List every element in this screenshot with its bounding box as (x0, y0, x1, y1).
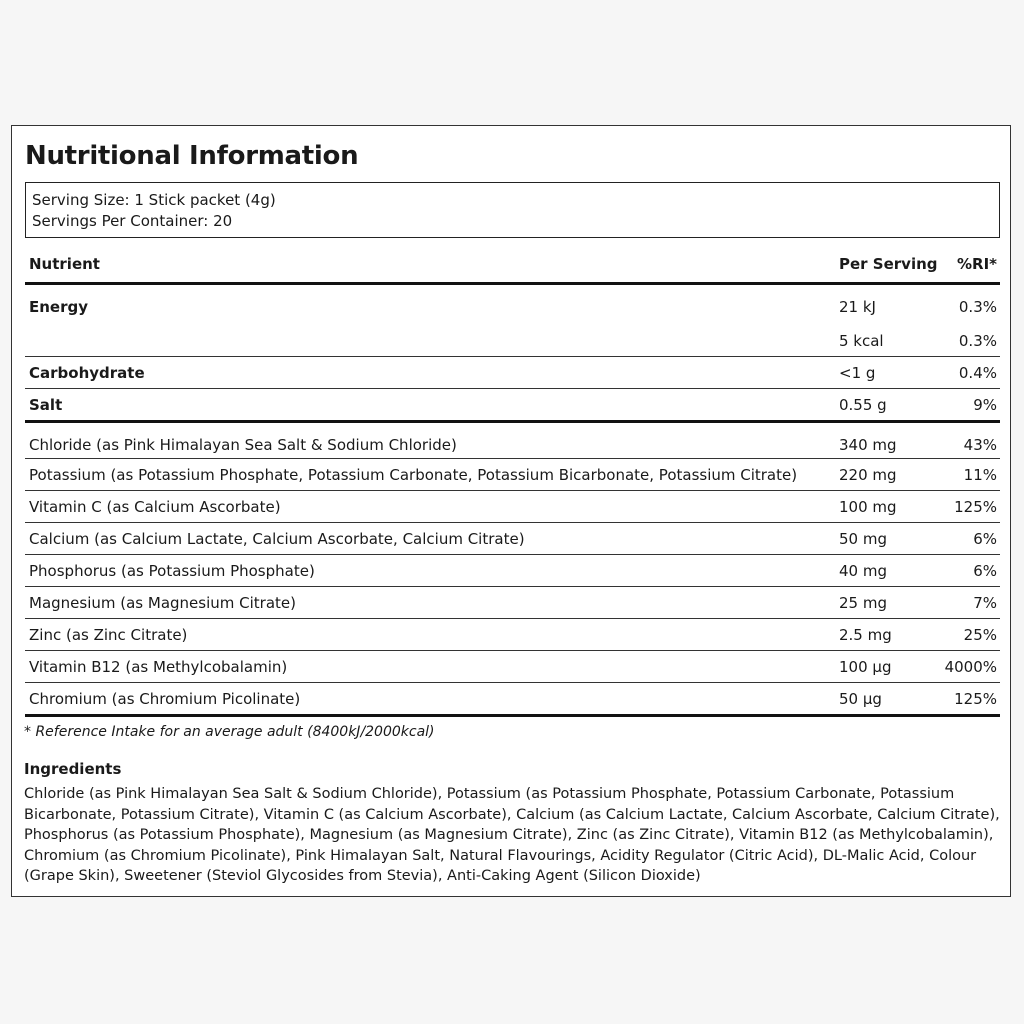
nutrition-table (25, 246, 1000, 717)
table-row (25, 619, 1000, 651)
table-row (25, 459, 1000, 491)
table-row-salt (25, 389, 1000, 423)
nutrient-name: Zinc (as Zinc Citrate) (29, 625, 188, 644)
nutrient-ri: 0.4% (958, 363, 997, 382)
servings-per-container: Servings Per Container: 20 (32, 212, 233, 230)
nutrient-amount: 100 mg (839, 497, 897, 516)
nutrient-ri: 0.3% (958, 331, 997, 350)
table-row (25, 683, 1000, 717)
nutrient-ri: 25% (963, 625, 997, 644)
header-ri: %RI* (956, 255, 997, 273)
serving-size: Serving Size: 1 Stick packet (4g) (32, 191, 276, 209)
nutrient-amount: 50 mg (839, 529, 887, 548)
nutrient-amount: 2.5 mg (839, 625, 892, 644)
nutrient-name: Phosphorus (as Potassium Phosphate) (29, 561, 315, 580)
table-row-energy-kcal (25, 325, 1000, 357)
nutrient-amount: <1 g (839, 363, 876, 382)
nutrient-ri: 125% (954, 497, 997, 516)
nutrient-amount: 0.55 g (839, 395, 887, 414)
nutrient-name: Salt (29, 395, 63, 414)
header-nutrient: Nutrient (29, 255, 100, 273)
page-title: Nutritional Information (25, 141, 359, 171)
table-row-carbohydrate (25, 357, 1000, 389)
table-header-row (25, 246, 1000, 285)
nutrient-ri: 43% (963, 436, 997, 454)
nutrient-name: Chromium (as Chromium Picolinate) (29, 689, 301, 708)
table-row (25, 651, 1000, 683)
nutrient-ri: 125% (954, 689, 997, 708)
table-row-energy-kj (25, 285, 1000, 325)
nutrient-ri: 4000% (944, 657, 997, 676)
ingredients-heading: Ingredients (24, 760, 122, 778)
ingredients-text: Chloride (as Pink Himalayan Sea Salt & Sodium Chloride), Potassium (as Potassium Phosphate, Potassium Carbonate, Potassium Bicarbonate, Potassium Citrate), Vitamin C (as Calcium Ascorbate), Calcium (as Calcium Lactate, Calcium Ascorbate, Calcium Citrate), Phosphorus (as Potassium Phosphate), Magnesium (as Magnesium Citrate), Zinc (as Zinc Citrate), Vitamin B12 (as Methylcobalamin), Chromium (as Chromium Picolinate), Pink Himalayan Salt, Natural Flavourings, Acidity Regulator (Citric Acid), DL-Malic Acid, Colour (Grape Skin), Sweetener (Steviol Glycosides from Stevia), Anti-Caking Agent (Silicon Dioxide) (24, 786, 1000, 884)
nutrition-panel (11, 125, 1011, 897)
nutrient-amount: 25 mg (839, 593, 887, 612)
nutrient-name: Vitamin B12 (as Methylcobalamin) (29, 657, 288, 676)
nutrient-amount: 340 mg (839, 436, 897, 454)
serving-info-box (25, 182, 1000, 238)
nutrient-ri: 7% (973, 593, 997, 612)
table-row (25, 555, 1000, 587)
nutrient-name: Carbohydrate (29, 363, 145, 382)
nutrient-ri: 11% (963, 465, 997, 484)
nutrient-ri: 0.3% (958, 298, 997, 316)
nutrient-name: Vitamin C (as Calcium Ascorbate) (29, 497, 281, 516)
header-per-serving: Per Serving (839, 255, 938, 273)
nutrient-name: Energy (29, 298, 89, 316)
nutrient-ri: 6% (973, 561, 997, 580)
nutrient-name: Potassium (as Potassium Phosphate, Potassium Carbonate, Potassium Bicarbonate, Potassium Citrate) (29, 465, 798, 484)
nutrient-amount: 100 µg (839, 657, 892, 676)
nutrient-amount: 50 µg (839, 689, 882, 708)
nutrient-name: Chloride (as Pink Himalayan Sea Salt & Sodium Chloride) (29, 436, 457, 454)
nutrient-amount: 220 mg (839, 465, 897, 484)
table-row (25, 523, 1000, 555)
table-row (25, 587, 1000, 619)
nutrient-name: Magnesium (as Magnesium Citrate) (29, 593, 296, 612)
table-row (25, 491, 1000, 523)
table-row (25, 423, 1000, 459)
nutrient-amount: 21 kJ (839, 298, 876, 316)
nutrient-ri: 9% (973, 395, 997, 414)
nutrient-name: Calcium (as Calcium Lactate, Calcium Ascorbate, Calcium Citrate) (29, 529, 525, 548)
nutrient-ri: 6% (973, 529, 997, 548)
reference-intake-footnote: * Reference Intake for an average adult (8400kJ/2000kcal) (24, 724, 435, 740)
nutrient-amount: 40 mg (839, 561, 887, 580)
nutrient-amount: 5 kcal (839, 331, 884, 350)
